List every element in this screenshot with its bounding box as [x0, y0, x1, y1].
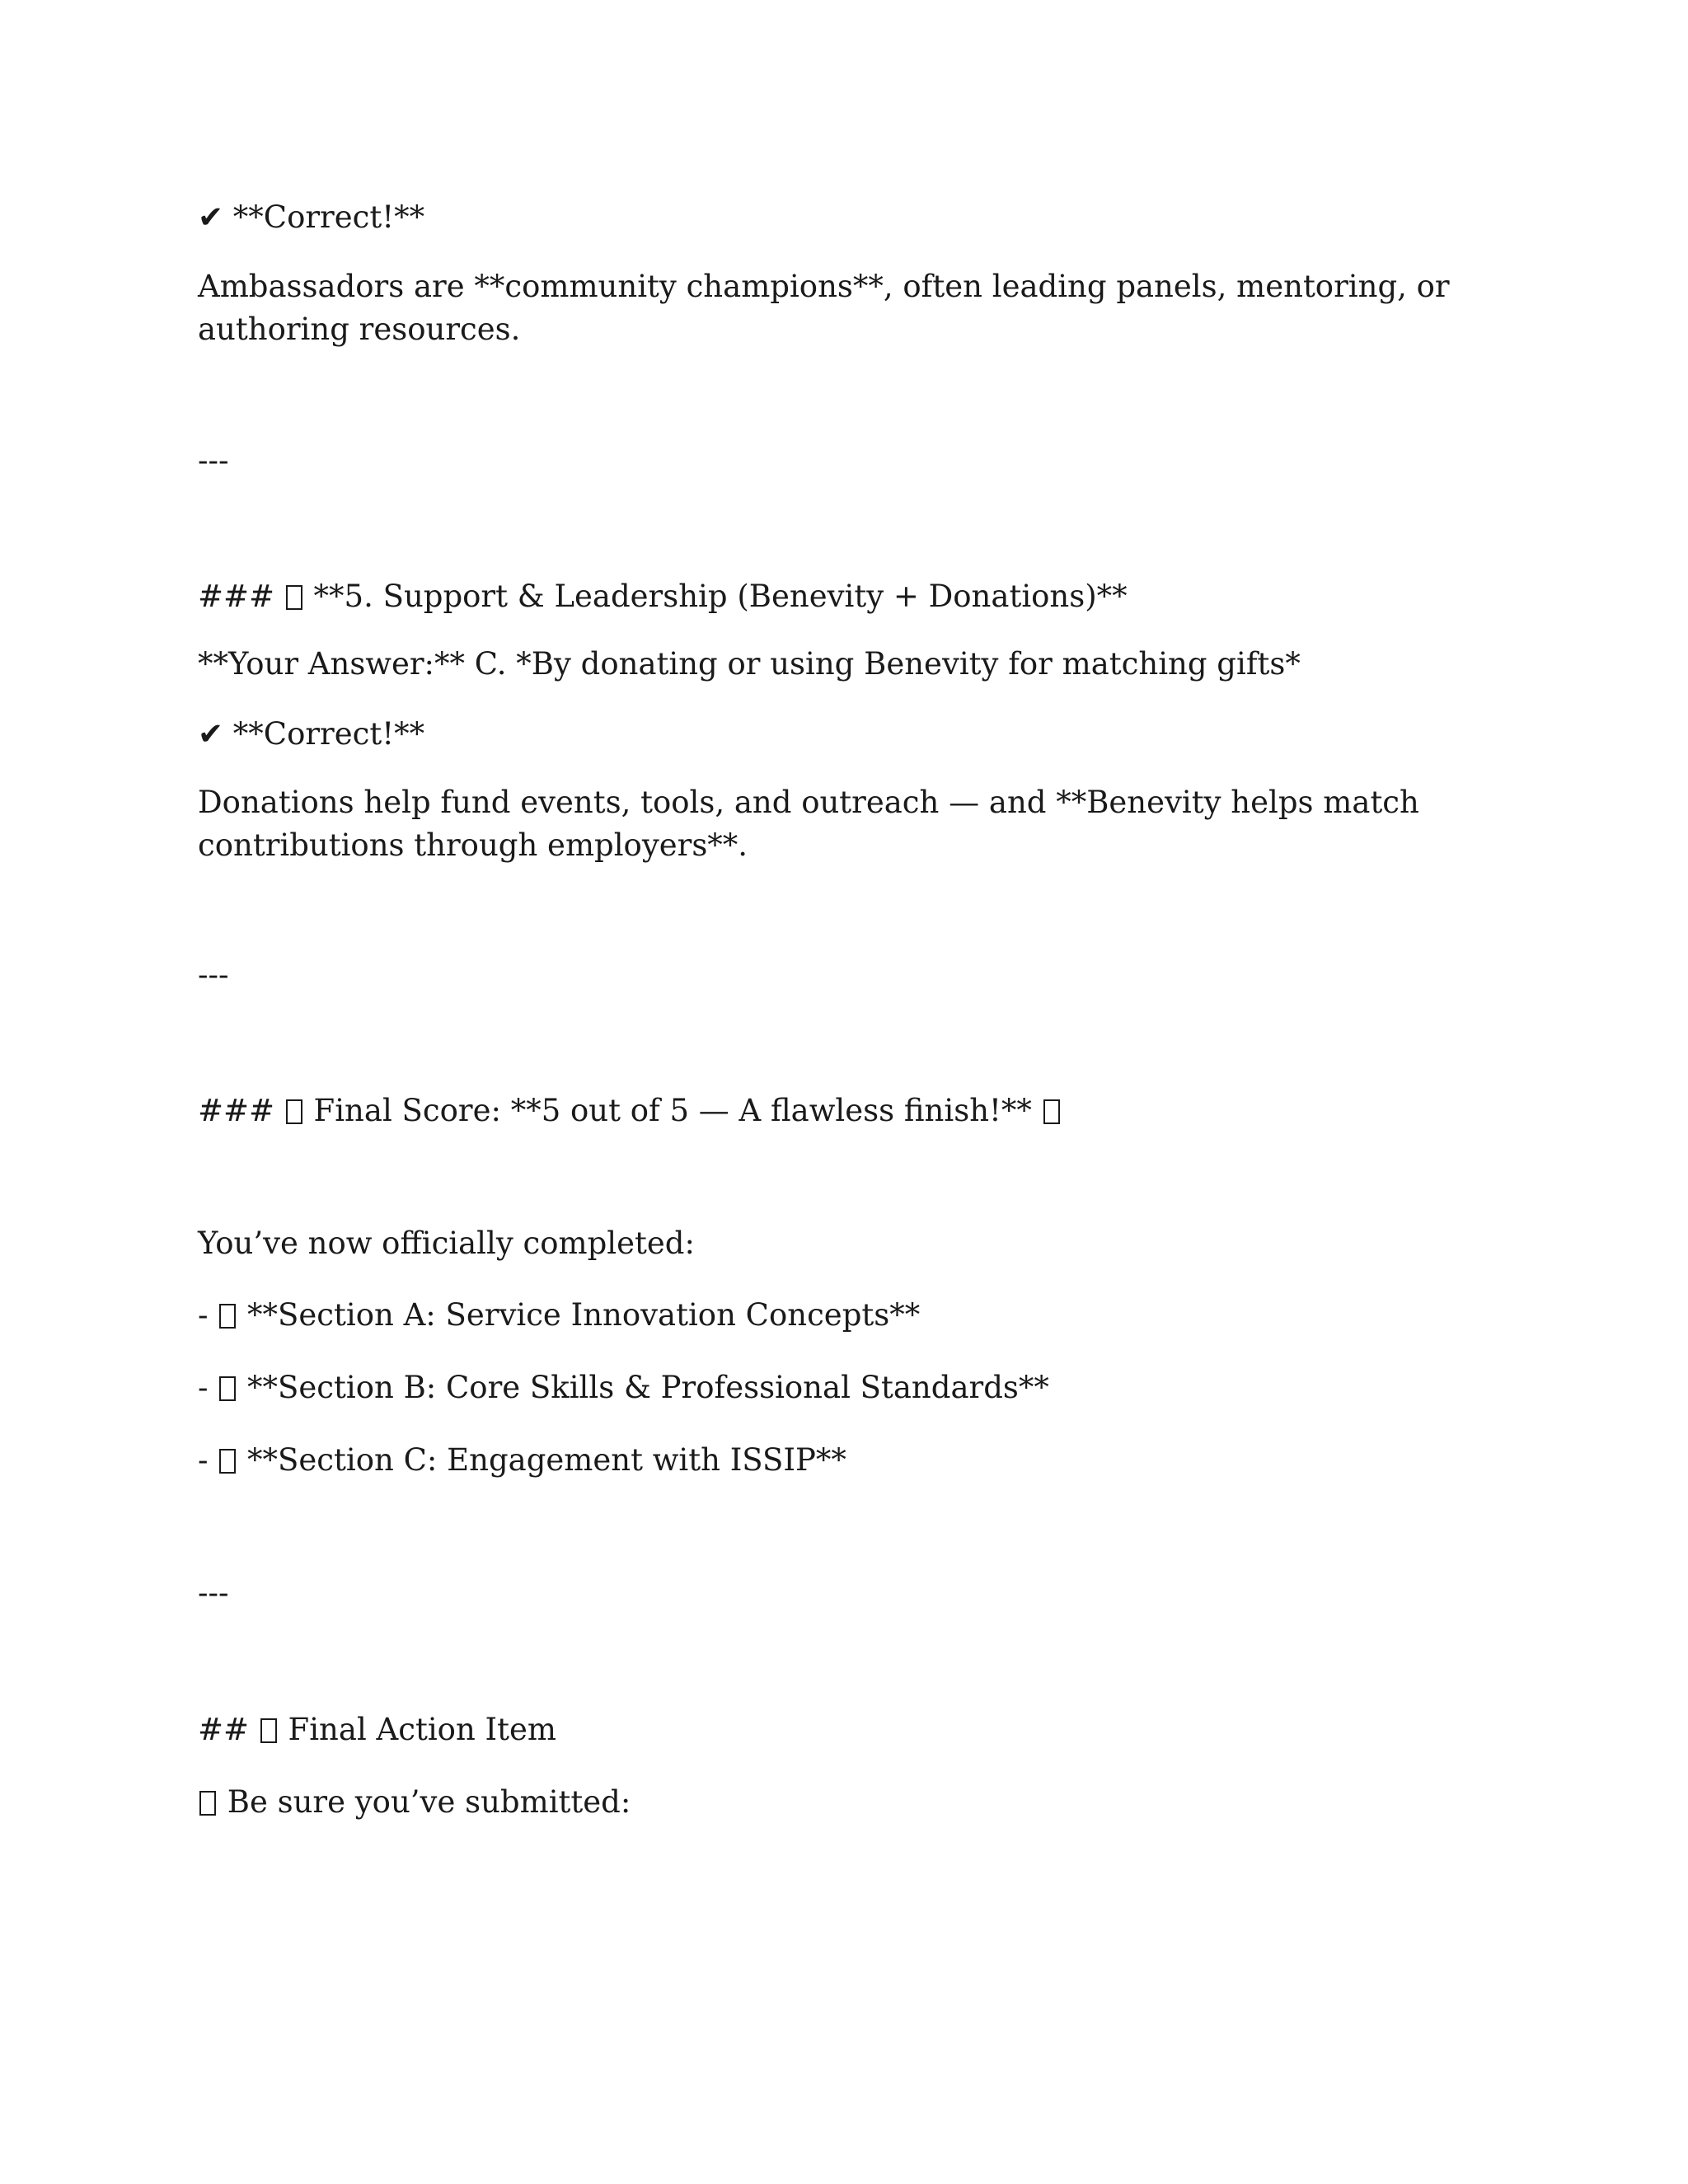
question-5-heading — [198, 575, 1128, 618]
submit-reminder — [198, 1781, 631, 1824]
check-icon: ✔ — [198, 199, 224, 235]
correct-label: **Correct!** — [232, 716, 425, 752]
divider-2: --- — [198, 957, 229, 992]
heading-text: Final Action Item — [288, 1712, 557, 1747]
list-bullet: - — [198, 1297, 209, 1333]
divider-1: --- — [198, 443, 229, 478]
list-item-text: **Section B: Core Skills & Professional Standards** — [247, 1370, 1049, 1405]
explanation-paragraph-1: Ambassadors are **community champions**, often leading panels, mentoring, or authoring resources. — [198, 269, 1450, 347]
heading-marker: ### — [198, 1093, 275, 1128]
your-answer-line: **Your Answer:** C. *By donating or using Benevity for matching gifts* — [198, 646, 1301, 682]
list-item — [198, 1294, 920, 1337]
correct-label: **Correct!** — [232, 199, 425, 235]
missing-glyph-icon — [219, 1376, 236, 1401]
reminder-text: Be sure you’ve submitted: — [227, 1784, 631, 1820]
missing-glyph-icon — [260, 1718, 277, 1743]
missing-glyph-icon — [286, 585, 302, 610]
heading-marker: ### — [198, 579, 275, 614]
missing-glyph-icon — [219, 1304, 236, 1329]
final-score-text: Final Score: **5 out of 5 — A flawless finish!** — [313, 1093, 1032, 1128]
heading-text: **5. Support & Leadership (Benevity + Donations)** — [313, 579, 1128, 614]
check-icon: ✔ — [198, 716, 224, 752]
list-item — [198, 1439, 846, 1482]
correct-line-1 — [198, 196, 424, 239]
completed-intro: You’ve now officially completed: — [198, 1226, 695, 1261]
list-item-text: **Section A: Service Innovation Concepts** — [247, 1297, 921, 1333]
missing-glyph-icon — [286, 1099, 302, 1124]
divider-3: --- — [198, 1575, 229, 1610]
correct-line-2 — [198, 713, 424, 756]
list-bullet: - — [198, 1442, 209, 1478]
missing-glyph-icon — [1043, 1099, 1060, 1124]
explanation-paragraph-2: Donations help fund events, tools, and outreach — and **Benevity helps match contributions through employers**. — [198, 785, 1419, 863]
list-bullet: - — [198, 1370, 209, 1405]
heading-marker: ## — [198, 1712, 250, 1747]
list-item-text: **Section C: Engagement with ISSIP** — [247, 1442, 846, 1478]
final-score-heading — [198, 1090, 1062, 1132]
missing-glyph-icon — [199, 1791, 216, 1816]
list-item — [198, 1366, 1049, 1409]
missing-glyph-icon — [219, 1449, 236, 1474]
final-action-heading — [198, 1708, 556, 1751]
